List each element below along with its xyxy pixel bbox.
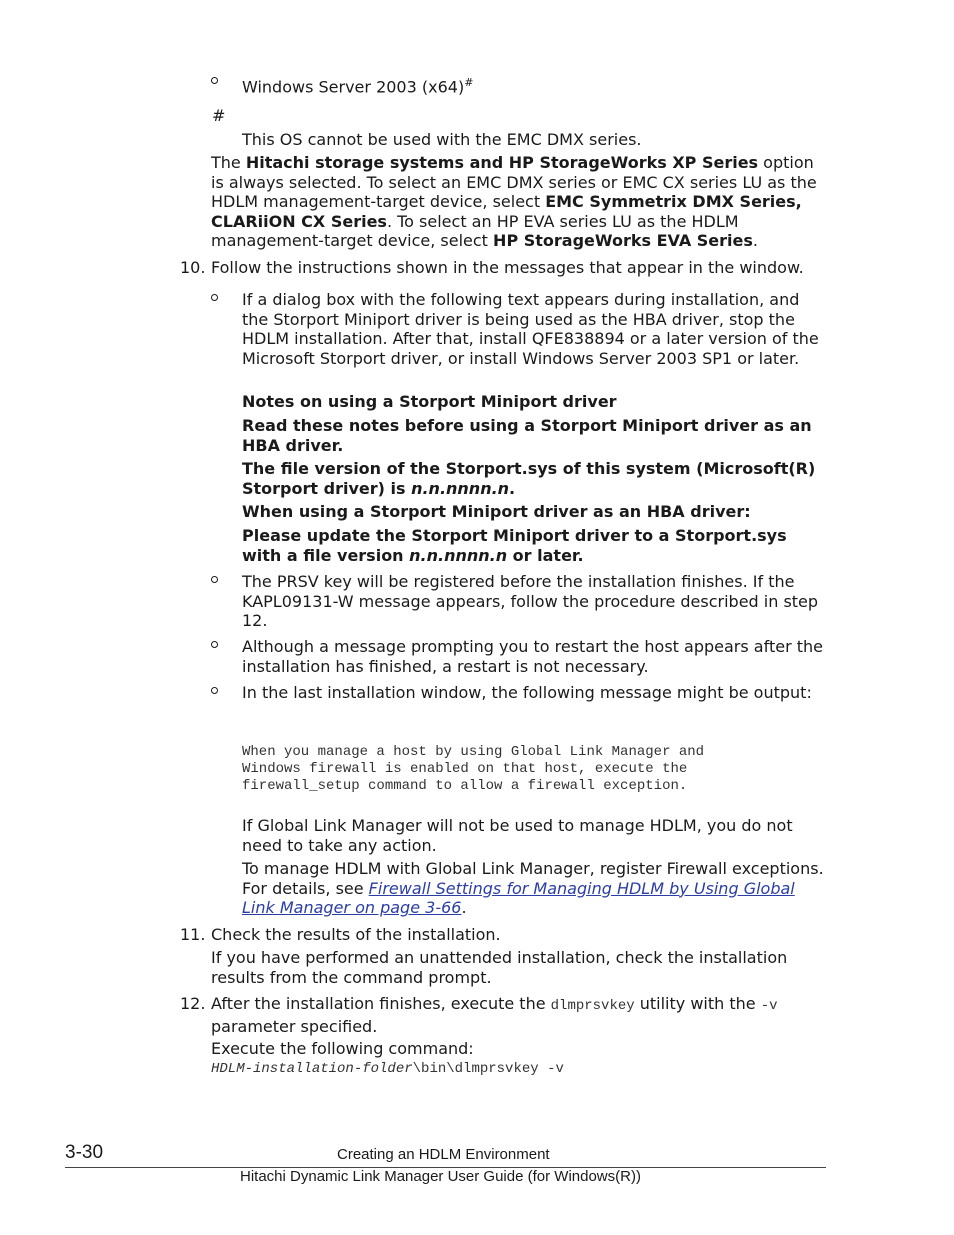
step-number: 12. [180,994,206,1013]
footnote-mark: # [212,106,226,125]
prsv-bullet: The PRSV key will be registered before the installation finishes. If the KAPL09131-W message appears, follow the procedure described in step 12. [242,572,819,631]
step-paragraph: Execute the following command: [211,1039,474,1058]
dialog-bullet: If a dialog box with the following text appears during installation, and the Storport Miniport driver is being used as the HBA driver, stop the HDLM installation. After that, install QFE838894 or a later version of the Microsoft Storport driver, or install Windows Server 2003 SP1 or later. [242,290,819,368]
footer-book-title: Hitachi Dynamic Link Manager User Guide (for Windows(R)) [240,1168,641,1185]
message-bullet: In the last installation window, the following message might be output: [242,683,812,702]
firewall-paragraph: To manage HDLM with Global Link Manager, register Firewall exceptions. For details, see Firewall Settings for Managing HDLM by Using Global Link Manager on page 3-66. [242,859,824,918]
bullet-icon [210,683,220,703]
bullet-icon [210,290,220,310]
page-number: 3-30 [65,1142,104,1163]
os-list-item: Windows Server 2003 (x64)# [242,76,474,97]
command-line: HDLM-installation-folder\bin\dlmprsvkey -v [211,1061,564,1077]
step-text: Check the results of the installation. [211,925,501,944]
bullet-icon [210,572,220,592]
glm-paragraph: If Global Link Manager will not be used to manage HDLM, you do not need to take any action. [242,816,793,855]
series-paragraph: The Hitachi storage systems and HP StorageWorks XP Series option is always selected. To select an EMC DMX series or EMC CX series LU as the HDLM management-target device, select EMC Symmetrix DMX Series, CLARiiON CX Series. To select an HP EVA series LU as the HDLM management-target device, select HP StorageWorks EVA Series. [211,153,817,251]
step-paragraph: If you have performed an unattended installation, check the installation results from the command prompt. [211,948,788,987]
footer-section-title: Creating an HDLM Environment [337,1146,550,1163]
dialog-note: When using a Storport Miniport driver as an HBA driver: [242,502,751,521]
dialog-note: The file version of the Storport.sys of this system (Microsoft(R) Storport driver) is n.n.nnnn.n. [242,459,816,498]
dialog-note: Please update the Storport Miniport driver to a Storport.sys with a file version n.n.nnnn.n or later. [242,526,787,565]
bullet-icon [210,73,220,93]
footnote-text: This OS cannot be used with the EMC DMX series. [242,130,642,149]
step-text: Follow the instructions shown in the messages that appear in the window. [211,258,804,277]
step-number: 11. [180,925,206,944]
dialog-note: Read these notes before using a Storport Miniport driver as an HBA driver. [242,416,812,455]
bullet-icon [210,637,220,657]
message-code-block: When you manage a host by using Global Link Manager and Windows firewall is enabled on that host, execute the firewall_setup command to allow a firewall exception. [242,744,705,794]
firewall-settings-link[interactable]: Firewall Settings for Managing HDLM by Using Global Link Manager on page 3-66 [242,878,795,918]
step-text: After the installation finishes, execute the dlmprsvkey utility with the -v parameter specified. [211,994,778,1036]
restart-bullet: Although a message prompting you to restart the host appears after the installation has finished, a restart is not necessary. [242,637,823,676]
dialog-note-heading: Notes on using a Storport Miniport driver [242,392,617,411]
step-number: 10. [180,258,206,277]
